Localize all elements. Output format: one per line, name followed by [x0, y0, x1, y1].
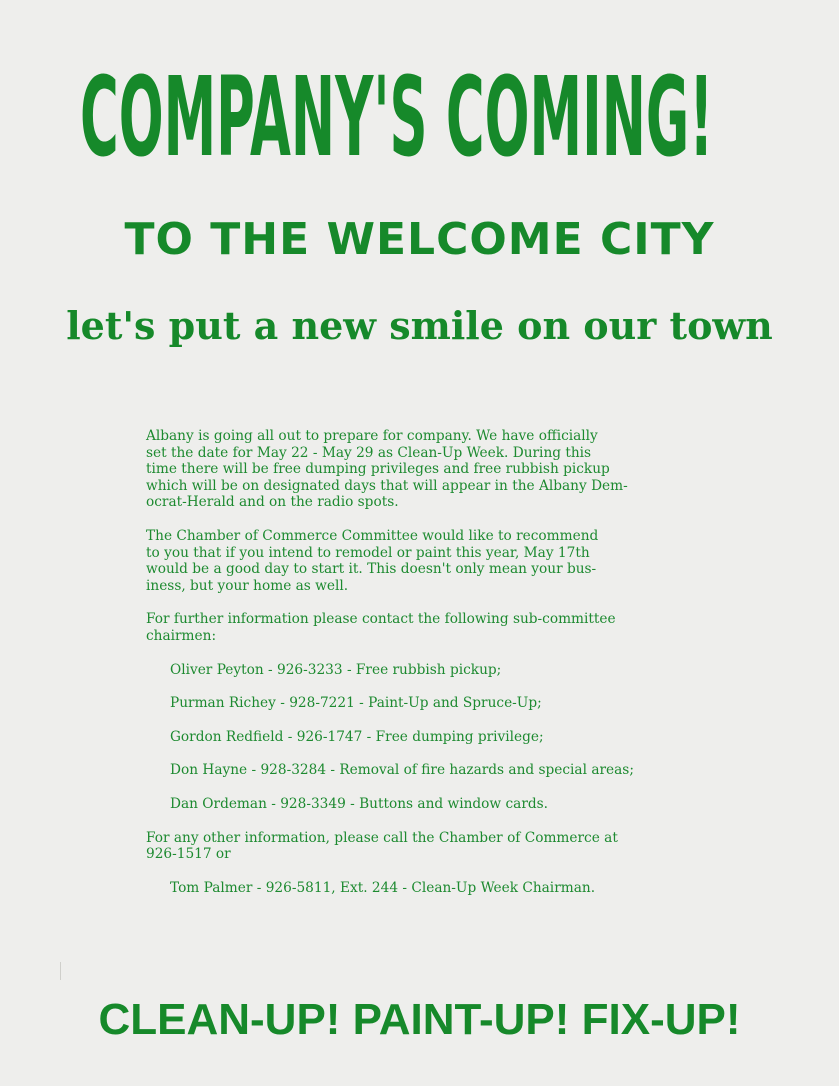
footer-slogan: CLEAN-UP! PAINT-UP! FIX-UP! [98, 995, 741, 1044]
body-line: For further information please contact the following sub-committee [146, 611, 616, 628]
body-line: to you that if you intend to remodel or paint this year, May 17th [146, 544, 590, 561]
body-line: ocrat-Herald and on the radio spots. [146, 494, 399, 511]
body-line: iness, but your home as well. [146, 577, 349, 594]
body-copy [146, 428, 736, 913]
body-line: which will be on designated days that will appear in the Albany Dem- [146, 477, 628, 494]
contact-line: Oliver Peyton - 926-3233 - Free rubbish pickup; [170, 661, 502, 678]
tagline: let's put a new smile on our town [66, 303, 773, 348]
paragraph-further-information [146, 611, 736, 644]
contact-line: Don Hayne - 928-3284 - Removal of fire hazards and special areas; [170, 762, 634, 779]
paragraph-chamber-recommendation [146, 528, 736, 594]
contact-line: Dan Ordeman - 928-3349 - Buttons and window cards. [170, 795, 548, 812]
paragraph-clean-up-week [146, 428, 736, 511]
contact-line: Gordon Redfield - 926-1747 - Free dumping privilege; [170, 728, 544, 745]
body-line: 926-1517 or [146, 846, 231, 863]
chairman-line: Tom Palmer - 926-5811, Ext. 244 - Clean-Up Week Chairman. [170, 879, 596, 896]
body-line: set the date for May 22 - May 29 as Clean-Up Week. During this [146, 444, 592, 461]
paragraph-closing [146, 830, 736, 863]
body-line: Albany is going all out to prepare for company. We have officially [146, 428, 598, 444]
subheadline: TO THE WELCOME CITY [124, 214, 715, 265]
contact-line: Purman Richey - 928-7221 - Paint-Up and Spruce-Up; [170, 695, 542, 712]
body-line: chairmen: [146, 627, 217, 644]
body-line: The Chamber of Commerce Committee would like to recommend [146, 527, 599, 544]
body-line: would be a good day to start it. This doesn't only mean your bus- [146, 561, 597, 578]
paper-edge-mark [60, 962, 61, 980]
body-line: time there will be free dumping privileges and free rubbish pickup [146, 461, 610, 478]
headline: COMPANY'S COMING! [80, 53, 714, 181]
body-line: For any other information, please call the Chamber of Commerce at [146, 829, 618, 846]
